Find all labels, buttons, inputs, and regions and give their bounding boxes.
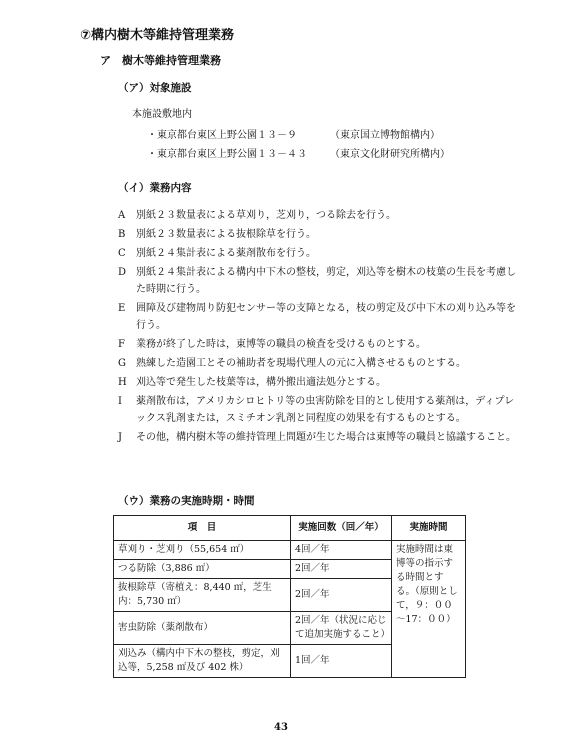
item-text: 薬剤散布は，アメリカシロヒトリ等の虫害防除を目的とし使用する薬剤は，ディプレックス乳剤または，スミチオン乳剤と同程度の効果を有するものとする。: [136, 396, 515, 424]
row-item: 害虫防除（薬剤散布）: [114, 612, 291, 645]
item-text: 別紙２３数量表による抜根除草を行う。: [136, 229, 316, 240]
item-text: 熟練した造園工とその補助者を現場代理人の元に入構させるものとする。: [136, 358, 466, 369]
list-item: [118, 355, 518, 372]
work-items-list: [118, 207, 518, 446]
row-count: 2回／年: [291, 560, 392, 579]
row-count: 2回／年（状況に応じて追加実施すること）: [291, 612, 392, 645]
schedule-heading: （ウ）業務の実施時期・時間: [118, 495, 255, 507]
list-item: [118, 374, 518, 391]
item-text: その他，構内樹木等の維持管理上問題が生じた場合は東博等の職員と協議すること。: [136, 432, 516, 443]
table-header-row: [114, 516, 466, 541]
item-label: B: [118, 229, 126, 240]
list-item: [118, 264, 518, 298]
time-note: 実施時間は東博等の指示する時間とする。（原則として，９：００～17：００）: [392, 541, 466, 678]
item-text: 囲障及び建物周り防犯センサー等の支障となる，枝の剪定及び中下木の刈り込み等を行う。: [136, 303, 516, 331]
site-address-2: ・東京都台東区上野公園１３－４３: [147, 149, 307, 160]
list-item: [118, 393, 518, 427]
facility-intro: 本施設敷地内: [132, 109, 192, 120]
list-item: [118, 245, 518, 262]
item-label: H: [118, 377, 127, 388]
column-header-count: 実施回数（回／年）: [291, 516, 392, 541]
item-text: 刈込等で発生した枝葉等は，構外搬出適法処分とする。: [136, 377, 386, 388]
row-count: 1回／年: [291, 645, 392, 678]
subsection-heading: ア 樹木等維持管理業務: [100, 54, 221, 67]
item-label: G: [118, 358, 126, 369]
list-item: [118, 300, 518, 334]
item-text: 別紙２４集計表による薬剤散布を行う。: [136, 248, 316, 259]
item-label: E: [118, 303, 126, 314]
work-content-heading: （イ）業務内容: [118, 182, 192, 194]
table-row: [114, 541, 466, 560]
item-text: 業務が終了した時は，東博等の職員の検査を受けるものとする。: [136, 339, 426, 350]
item-text: 別紙２４集計表による構内中下木の整枝，剪定，刈込等を樹木の枝葉の生長を考慮した時期に行う。: [136, 267, 516, 295]
item-label: D: [118, 267, 127, 278]
list-item: [118, 429, 518, 446]
item-label: I: [118, 396, 122, 407]
item-label: A: [118, 210, 126, 221]
schedule-table: [113, 515, 466, 678]
item-label: F: [118, 339, 125, 350]
list-item: [118, 226, 518, 243]
page-number: 43: [274, 722, 288, 733]
section-title: ⑦構内樹木等維持管理業務: [80, 28, 235, 43]
row-item: つる防除（3,886 ㎡）: [114, 560, 291, 579]
target-facility-heading: （ア）対象施設: [118, 82, 192, 94]
item-text: 別紙２３数量表による草刈り，芝刈り，つる除去を行う。: [136, 210, 396, 221]
site-address-1: ・東京都台東区上野公園１３－９: [147, 130, 297, 141]
site-note-2: （東京文化財研究所構内）: [330, 149, 450, 160]
column-header-time: 実施時間: [392, 516, 466, 541]
item-label: C: [118, 248, 126, 259]
item-label: J: [118, 432, 123, 443]
row-count: 2回／年: [291, 579, 392, 612]
list-item: [118, 336, 518, 353]
row-item: 刈込み（構内中下木の整枝，剪定，刈込等，5,258 ㎡及び 402 株）: [114, 645, 291, 678]
row-item: 抜根除草（寄植え：8,440 ㎡，芝生内：5,730 ㎡）: [114, 579, 291, 612]
list-item: [118, 207, 518, 224]
column-header-item: 項 目: [114, 516, 291, 541]
row-item: 草刈り・芝刈り（55,654 ㎡）: [114, 541, 291, 560]
site-note-1: （東京国立博物館構内）: [330, 130, 440, 141]
row-count: 4回／年: [291, 541, 392, 560]
